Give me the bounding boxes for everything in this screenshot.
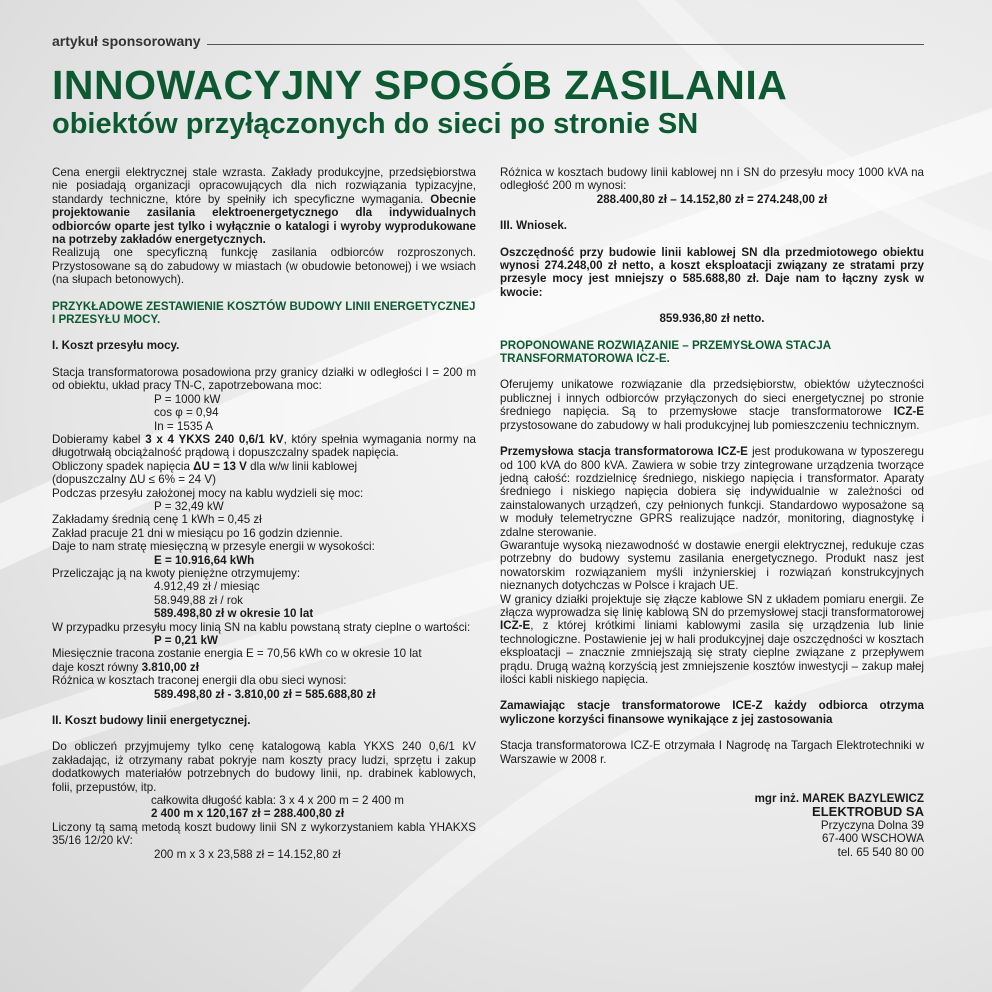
voltage-drop: Obliczony spadek napięcia ΔU = 13 V dla w/w linii kablowej <box>52 459 358 473</box>
station-description: Stacja transformatorowa posadowiona przy granicy działki w odległości l = 200 m od obiektu, układ pracy TN-C, zapotrzebowana moc: <box>52 365 476 393</box>
section-heading-costs: PRZYKŁADOWE ZESTAWIENIE KOSZTÓW BUDOWY LINII ENERGETYCZNEJ I PRZESYŁU MOCY. <box>52 299 476 327</box>
money-intro: Przeliczając ją na kwoty pieniężne otrzymujemy: <box>52 566 301 580</box>
connection-paragraph: W granicy działki projektuje się złącze kablowe SN z układem pomiaru energii. Ze złącza wyprowadza się linię kablową SN do przemysłowej stacji transformatorowej ICZ-E, z której krótkimi liniami kablowymi zasila się urządzenia lub linie technologiczne. Postawienie jej w hali produkcyjnej daje oszczędności w kosztach eksploatacji – znacznie zmniejszają się straty cieplne związane z przepływem prądu. Drugą ważną korzyścią jest zmniejszenie kosztów inwestycji – zakup małej ilości kabli niskiego napięcia. <box>500 592 924 686</box>
difference-value: 589.498,80 zł - 3.810,00 zł = 585.688,80 zł <box>154 687 376 701</box>
money-ten-years: 589.498,80 zł w okresie 10 lat <box>154 607 314 621</box>
monthly-loss-value: E = 10.916,64 kWh <box>154 553 255 567</box>
heat-loss-value: P = 0,21 kW <box>154 634 218 647</box>
header-rule <box>207 44 924 45</box>
article-subtitle: obiektów przyłączonych do sieci po stronie SN <box>52 108 699 140</box>
sn-build-cost: Liczony tą samą metodą koszt budowy linii SN z wykorzystaniem kabla YHAKXS 35/16 12/20 kV: <box>52 820 476 848</box>
heat-loss-intro: W przypadku przesyłu mocy linią SN na kablu powstaną straty cieplne o wartości: <box>52 620 471 634</box>
sponsor-label: artykuł sponsorowany <box>52 33 201 49</box>
heading-build-cost: II. Koszt budowy linii energetycznej. <box>52 714 251 728</box>
signature-author: mgr inż. MAREK BAZYLEWICZ <box>754 792 924 806</box>
station-description-paragraph: Przemysłowa stacja transformatorowa ICZ-E jest produkowana w typoszeregu od 100 kVA do 800 kVA. Zawiera w sobie trzy zintegrowane urządzenia tworzące jedną całość: rozdzielnicę średniego, niskiego napięcia i transformator. Aparaty średniego i niskiego napięcia dobiera się indywidualnie w zależności od zainstalowanych urządzeń, czy pełnionych funkcji. Standardowo wyposażone są w moduły telemetryczne GPRS realizujące nadzór, monitoring, diagnostykę i zdalne sterowanie. <box>500 445 924 539</box>
monthly-loss-intro: Daje to nam stratę miesięczną w przesyle energii w wysokości: <box>52 540 375 554</box>
right-column <box>500 166 924 859</box>
money-monthly: 4.912,49 zł / miesiąc <box>154 580 260 594</box>
signature-street: Przyczyna Dolna 39 <box>820 818 924 832</box>
loss-value: P = 32,49 kW <box>154 499 224 513</box>
heading-conclusion: III. Wniosek. <box>500 219 567 233</box>
cable-selection: Dobieramy kabel 3 x 4 YKXS 240 0,6/1 kV, który spełnia wymagania normy na długotrwałą obciążalność prądową i dopuszczalny spadek napięcia. <box>52 432 476 460</box>
voltage-drop-allowed: (dopuszczalny ΔU ≤ 6% = 24 V) <box>52 473 216 487</box>
work-schedule: Zakład pracuje 21 dni w miesiącu po 16 godzin dziennie. <box>52 526 343 540</box>
section-heading-proposal: PROPONOWANE ROZWIĄZANIE – PRZEMYSŁOWA STACJA TRANSFORMATOROWA ICZ-E. <box>500 338 831 366</box>
cable-cost: 2 400 m x 120,167 zł = 288.400,80 zł <box>151 807 345 821</box>
cable-length: całkowita długość kabla: 3 x 4 x 200 m = 2 400 m <box>151 794 404 808</box>
guarantee-paragraph: Gwarantuje wysoką niezawodność w dostawie energii elektrycznej, redukuje czas potrzebny do budowy systemu zasilania energetycznego. Produkt nasz jest nowatorskim rozwiązaniem myśli inżynierskiej i rozwiązań konstrukcyjnych nieznanych dotychczas w Polsce i krajach UE. <box>500 538 924 593</box>
param-power: P = 1000 kW <box>154 392 221 406</box>
sn-build-cost-value: 200 m x 3 x 23,588 zł = 14.152,80 zł <box>154 847 341 861</box>
total-profit: 859.936,80 zł netto. <box>659 312 765 326</box>
build-cost-paragraph: Do obliczeń przyjmujemy tylko cenę katalogową kabla YKXS 240 0,6/1 kV zakładając, iż otrzymany rabat pokryje nam koszty pracy ludzi, sprzętu i zakup dodatkowych materiałów potrzebnych do budowy linii, np. drabinek kablowych, folii, przepustów, itp. <box>52 740 476 794</box>
left-column <box>52 166 476 861</box>
signature-company: ELEKTROBUD SA <box>812 804 924 820</box>
build-difference-value: 288.400,80 zł – 14.152,80 zł = 274.248,00 zł <box>596 192 828 206</box>
param-cos-phi: cos φ = 0,94 <box>154 406 219 420</box>
award-paragraph: Stacja transformatorowa ICZ-E otrzymała I Nagrodę na Targach Elektrotechniki w Warszawie w 2008 r. <box>500 739 924 766</box>
energy-price: Zakładamy średnią cenę 1 kWh = 0,45 zł <box>52 513 262 527</box>
heading-transmission-cost: I. Koszt przesyłu mocy. <box>52 339 180 353</box>
build-difference: Różnica w kosztach budowy linii kablowej nn i SN do przesyłu mocy 1000 kVA na odległość 200 m wynosi: <box>500 166 924 193</box>
signature-phone: tel. 65 540 80 00 <box>837 845 924 859</box>
intro-paragraph-2: Realizują one specyficzną funkcję zasilania odbiorców rozproszonych. Przystosowane są do zabudowy w miastach (w obudowie betonowej) i we wsiach (na słupach betonowych). <box>52 246 476 287</box>
signature-city: 67-400 WSCHOWA <box>821 832 924 846</box>
difference-intro: Różnica w kosztach traconej energii dla obu sieci wynosi: <box>52 674 347 688</box>
param-current: In = 1535 A <box>154 419 213 433</box>
conclusion-paragraph: Oszczędność przy budowie linii kablowej SN dla przedmiotowego obiektu wynosi 274.248,00 zł netto, a koszt eksploatacji związany ze stratami przy przesyle mocy jest mniejszy o 585.688,80 zł. Daje nam to łączny zysk w kwocie: <box>500 245 924 299</box>
money-yearly: 58.949,88 zł / rok <box>154 593 243 607</box>
sn-energy-loss: Miesięcznie tracona zostanie energia E = 70,56 kWh co w okresie 10 lat <box>52 647 422 661</box>
loss-intro: Podczas przesyłu założonej mocy na kablu wydzieli się moc: <box>52 486 364 500</box>
article-title: INNOWACYJNY SPOSÓB ZASILANIA <box>52 62 788 108</box>
order-paragraph: Zamawiając stacje transformatorowe ICE-Z każdy odbiorca otrzyma wyliczone korzyści finansowe wynikające z jej zastosowania <box>500 699 924 726</box>
sponsor-header <box>52 33 924 49</box>
sn-cost: daje koszt równy 3.810,00 zł <box>52 660 199 674</box>
intro-paragraph: Cena energii elektrycznej stale wzrasta. Zakłady produkcyjne, przedsiębiorstwa nie posiadają organizacji opracowujących dla nich rozwiązania typizacyjne, standardy techniczne, które by spełniły ich specyficzne wymagania. Obecnie projektowanie zasilania elektroenergetycznego dla indywidualnych odbiorców oparte jest tylko i wyłącznie o katalogi i wyroby wyprodukowane na potrzeby zakładów energetycznych. <box>52 166 476 247</box>
offer-paragraph: Oferujemy unikatowe rozwiązanie dla przedsiębiorstw, obiektów użyteczności publicznej i innych odbiorców przyłączonych do sieci energetycznej po stronie średniego napięcia. Są to przemysłowe stacje transformatorowe ICZ-E przystosowane do zabudowy w hali produkcyjnej lub pomieszczeniu technicznym. <box>500 378 924 432</box>
